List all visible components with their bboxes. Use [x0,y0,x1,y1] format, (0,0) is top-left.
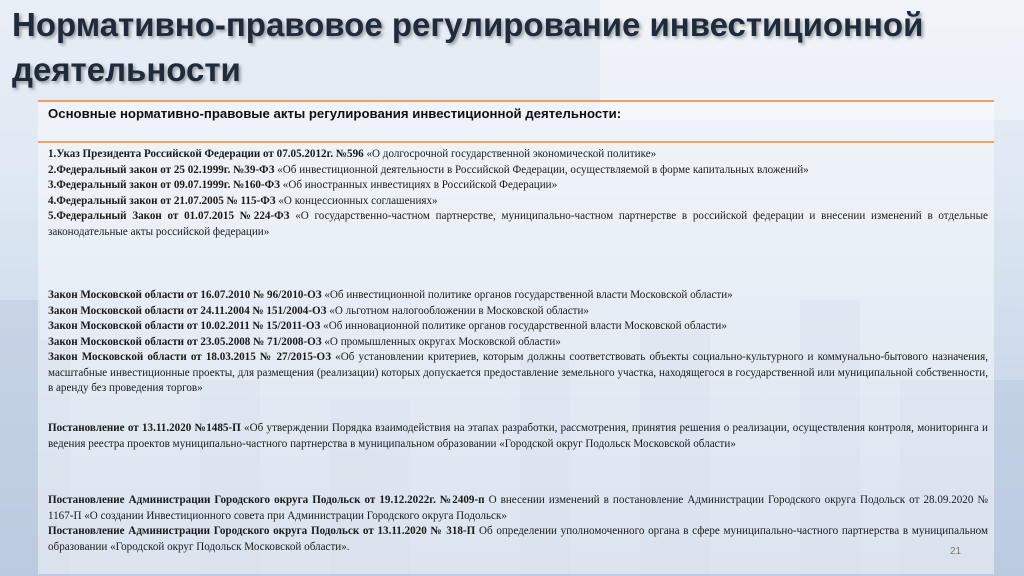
regional-acts-list [48,288,988,397]
act-item: Закон Московской области от 10.02.2011 № 15/2011-ОЗ «Об инновационной политике органов государственной власти Московской области» [48,320,727,332]
act-item: 2.Федеральный закон от 25 02.1999г. №39-ФЗ «Об инвестиционной деятельности в Российской Федерации, осуществляемой в форме капитальных вложений» [48,163,809,176]
top-divider [38,100,994,102]
act-item: Постановление Администрации Городского округа Подольск от 13.11.2020 № 318-П Об определении уполномоченного органа в сфере муниципально-частного партнерства в муниципальном образовании «Городской округ Подольск Московской области». [48,525,988,553]
act-item: Закон Московской области от 16.07.2010 № 96/2010-ОЗ «Об инвестиционной политике органов государственной власти Московской области» [48,289,733,301]
act-item: Закон Московской области от 24.11.2004 № 151/2004-ОЗ «О льготном налогообложении в Московской области» [48,304,589,317]
act-item: Закон Московской области от 23.05.2008 № 71/2008-ОЗ «О промышленных округах Московской области» [48,335,561,348]
act-item: Постановление Администрации Городского округа Подольск от 19.12.2022г. №2409-п О внесении изменений в постановление Администрации Городского округа Подольск от 28.09.2020 № 1167-П «О создании Инвестиционного совета при Администрации Городского округа Подольск» [48,494,988,522]
act-item: 1.Указ Президента Российской Федерации от 07.05.2012г. №596 «О долгосрочной государственной экономической политике» [48,148,657,160]
federal-acts-list [48,147,988,240]
act-item: 3.Федеральный закон от 09.07.1999г. №160-ФЗ «Об иностранных инвестициях в Российской Федерации» [48,179,558,191]
section-subheader: Основные нормативно-правовые акты регулирования инвестиционной деятельности: [48,106,622,121]
act-item: Закон Московской области от 18.03.2015 № 27/2015-ОЗ «Об установлении критериев, которым должны соответствовать объекты социально-культурного и коммунально-бытового назначения, масштабные инвестиционные проекты, для размещения (реализации) которых допускается предоставление земельного участка, находящегося в государственной или муниципальной собственности, в аренду без проведения торгов» [48,351,988,394]
subheader-divider [38,141,994,143]
page-number: 21 [950,546,962,557]
act-item: 5.Федеральный Закон от 01.07.2015 №224-ФЗ «О государственно-частном партнерстве, муниципально-частном партнерстве в российской федерации и внесении изменений в отдельные законодательные акты российской федерации» [48,210,988,238]
act-item: Постановление от 13.11.2020 №1485-П «Об утверждении Порядка взаимодействия на этапах разработки, рассмотрения, принятия решения о реализации, осуществления контроля, мониторинга и ведения реестра проектов муниципально-частного партнерства в муниципальном образовании «Городской округ Подольск Московской области» [48,422,988,450]
admin-acts-list [48,493,988,555]
act-item: 4.Федеральный закон от 21.07.2005 № 115-ФЗ «О концессионных соглашениях» [48,194,438,207]
slide-title: Нормативно-правовое регулирование инвестиционной деятельности [12,6,924,88]
resolution-block [48,421,988,452]
